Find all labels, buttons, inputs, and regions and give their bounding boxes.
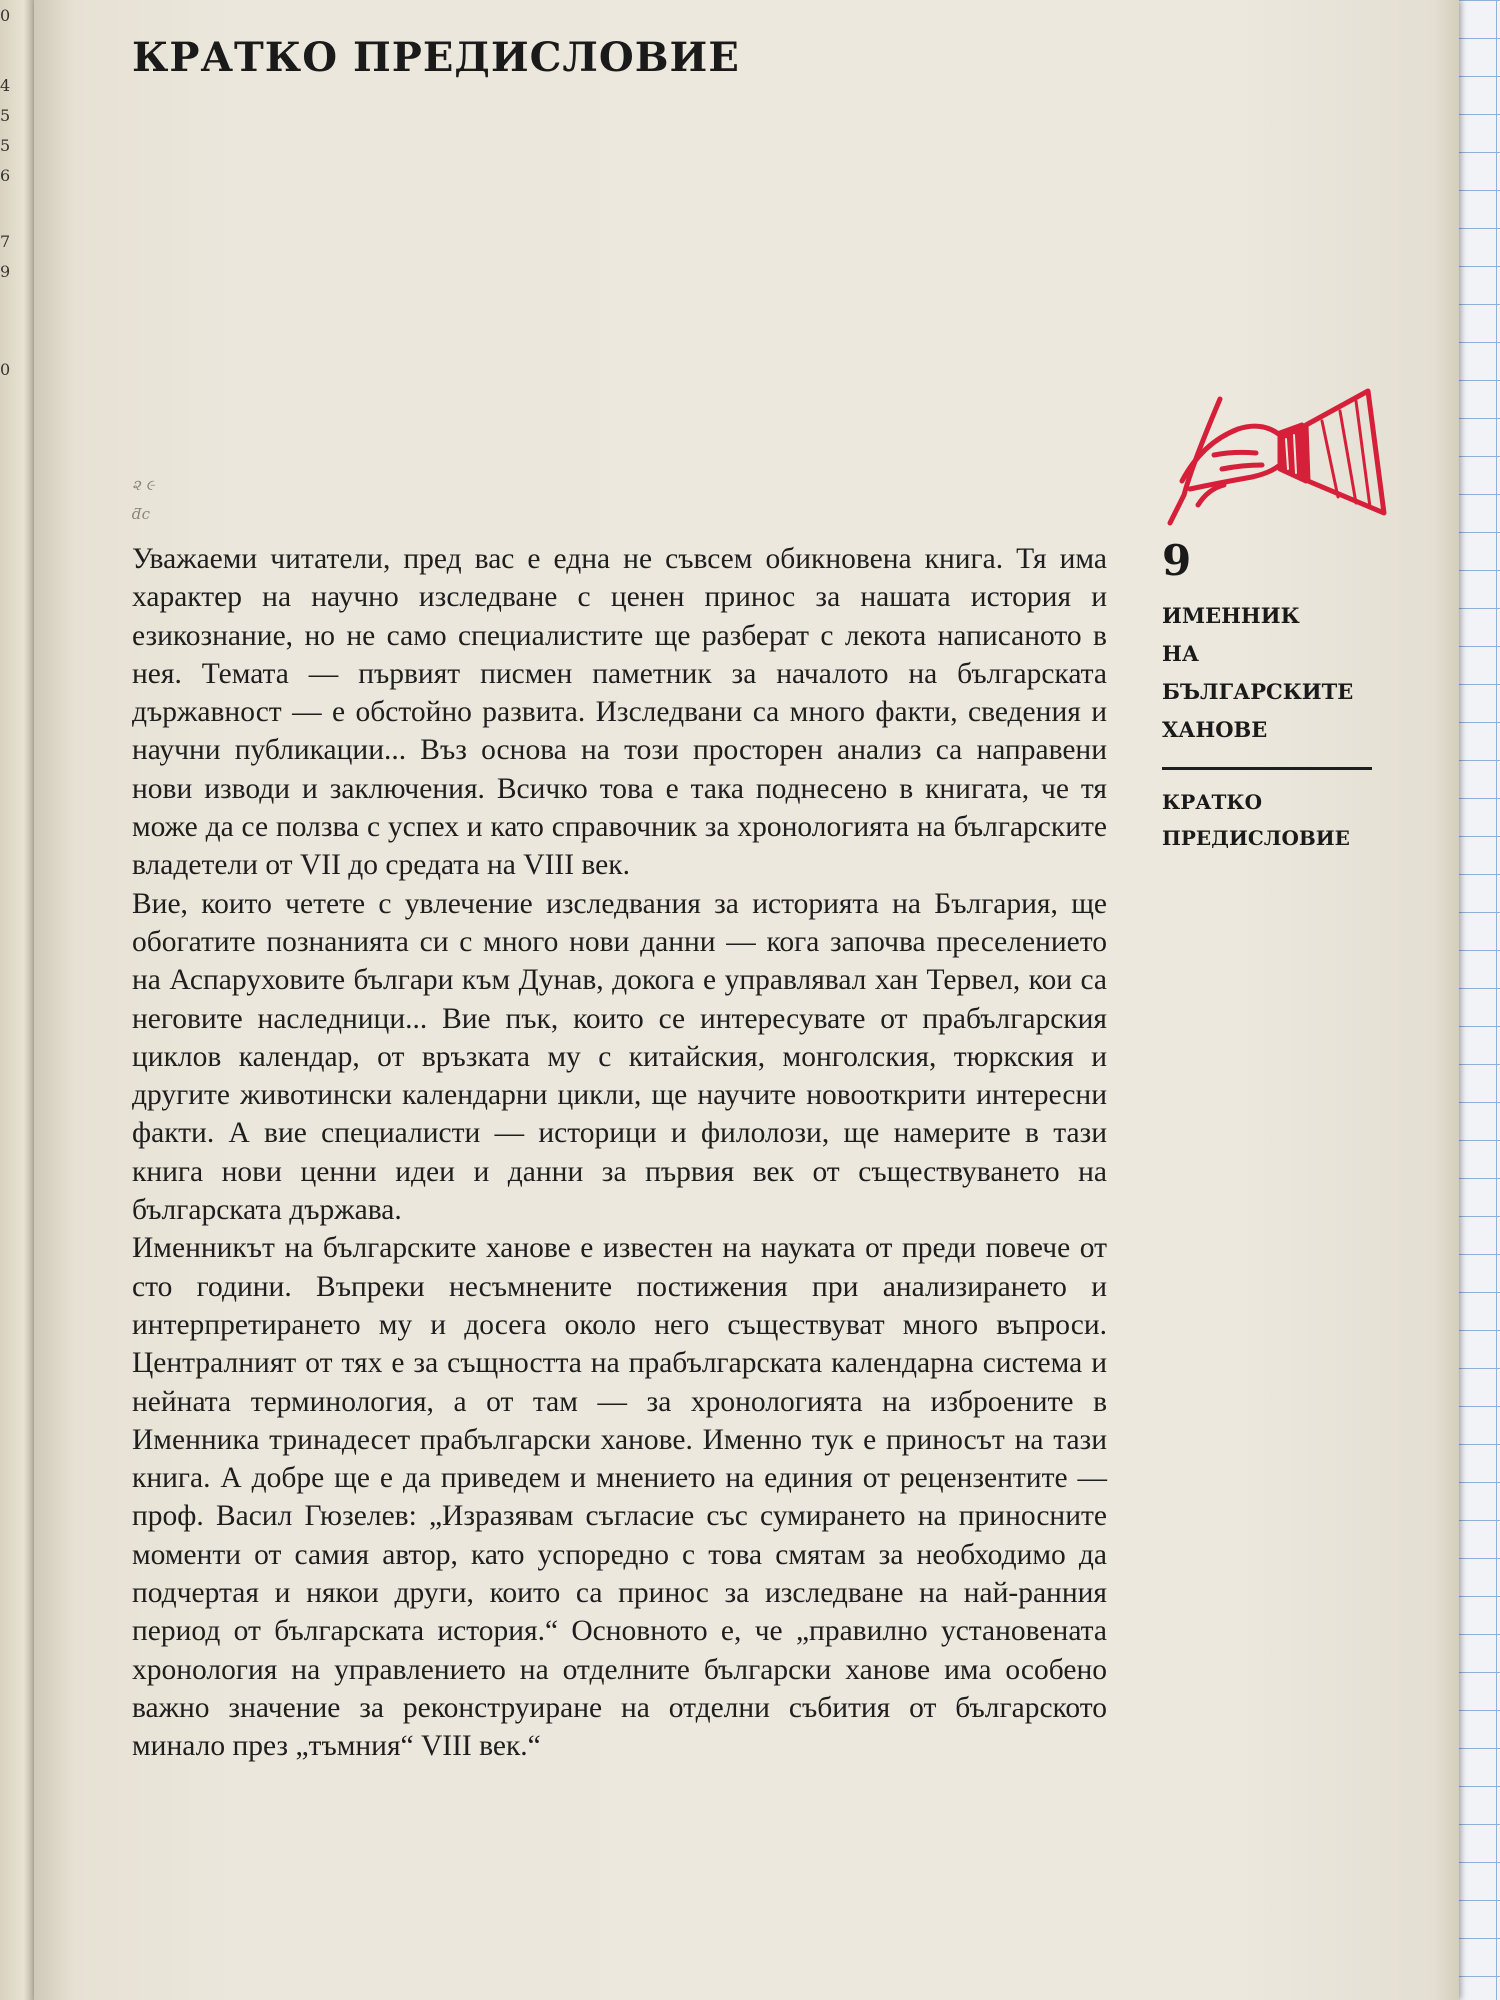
edge-digit: 0: [0, 360, 11, 379]
stray-mark: ƌc: [132, 505, 151, 523]
book-title-line: БЪЛГАРСКИТЕ: [1162, 679, 1354, 704]
body-paragraph: Вие, които четете с увлечение изследвания за историята на България, ще обогатите познанията си с много нови данни — кога започва преселението на Аспаруховите българи към Дунав, докога е управлявал хан Тервел, кои са неговите наследници... Вие пък, които се интересувате от прабългарския циклов календар, от връзката му с китайския, монголския, тюркския и другите животински календарни цикли, ще научите новооткрити интересни факти. А вие специалисти — историци и филолози, ще намерите в тази книга нови ценни идеи и данни за първия век от съществуването на българската държава.: [132, 887, 1107, 1227]
chapter-title: [1162, 784, 1387, 856]
book-page: [34, 0, 1459, 2000]
page-title: КРАТКО ПРЕДИСЛОВИЕ: [132, 34, 740, 81]
edge-digit: 5: [0, 106, 11, 125]
sidebar: [1162, 385, 1387, 856]
preface-body: [132, 540, 1107, 1766]
book-title-line: НА: [1162, 641, 1199, 666]
chapter-title-line: КРАТКО: [1162, 790, 1263, 814]
chapter-title-line: ПРЕДИСЛОВИЕ: [1162, 826, 1350, 850]
divider: [1162, 767, 1372, 770]
edge-digit: 6: [0, 166, 11, 185]
edge-digit: 7: [0, 232, 11, 251]
hand-holding-quill-icon: [1162, 385, 1387, 535]
body-paragraph: Именникът на българските ханове е известен на науката от преди повече от сто години. Въпреки несъмнените постижения при анализирането и интерпретирането му и досега около него съществуват много въпроси. Централният от тях е за същността на прабългарската календарна система и нейната терминология, а от там — за хронологията на изброените в Именника тринадесет прабългарски ханове. Именно тук е приносът на тази книга. А добре ще е да приведем и мнението на единия от рецензентите — проф. Васил Гюзелев: „Изразявам съгласие със сумирането на приносните моменти от самия автор, като успоредно с това смятам за необходимо да подчертая и някои други, които са принос за изследване на най-ранния период от българската история.“ Основното е, че „правилно установената хронология на управлението на отделните български ханове има особено важно значение за реконструиране на отделни събития от българското минало през „тъмния“ VIII век.“: [132, 1232, 1107, 1763]
book-title-line: ХАНОВЕ: [1162, 717, 1268, 742]
body-paragraph: Уважаеми читатели, пред вас е една не съвсем обикновена книга. Тя има характер на научно изследване с ценен принос за нашата история и езикознание, но не само специалистите ще разберат с лекота написаното в нея. Темата — първият писмен паметник за началото на българската държавност — е обстойно развита. Изследвани са много факти, сведения и научни публикации... Въз основа на този просторен анализ са направени нови изводи и заключения. Всичко това е така поднесено в книгата, че тя може да се ползва с успех и като справочник за хронологията на българските владетели от VII до средата на VIII век.: [132, 543, 1107, 882]
edge-digit: 5: [0, 136, 11, 155]
adjacent-page-edge: [0, 0, 34, 2000]
book-title-line: ИМЕННИК: [1162, 603, 1300, 628]
book-title: [1162, 597, 1387, 749]
page-number: 9: [1162, 536, 1192, 585]
edge-digit: 4: [0, 76, 11, 95]
edge-digit: 0: [0, 6, 11, 25]
edge-digit: 9: [0, 262, 11, 281]
stray-mark: ૨ ૯: [132, 476, 155, 494]
